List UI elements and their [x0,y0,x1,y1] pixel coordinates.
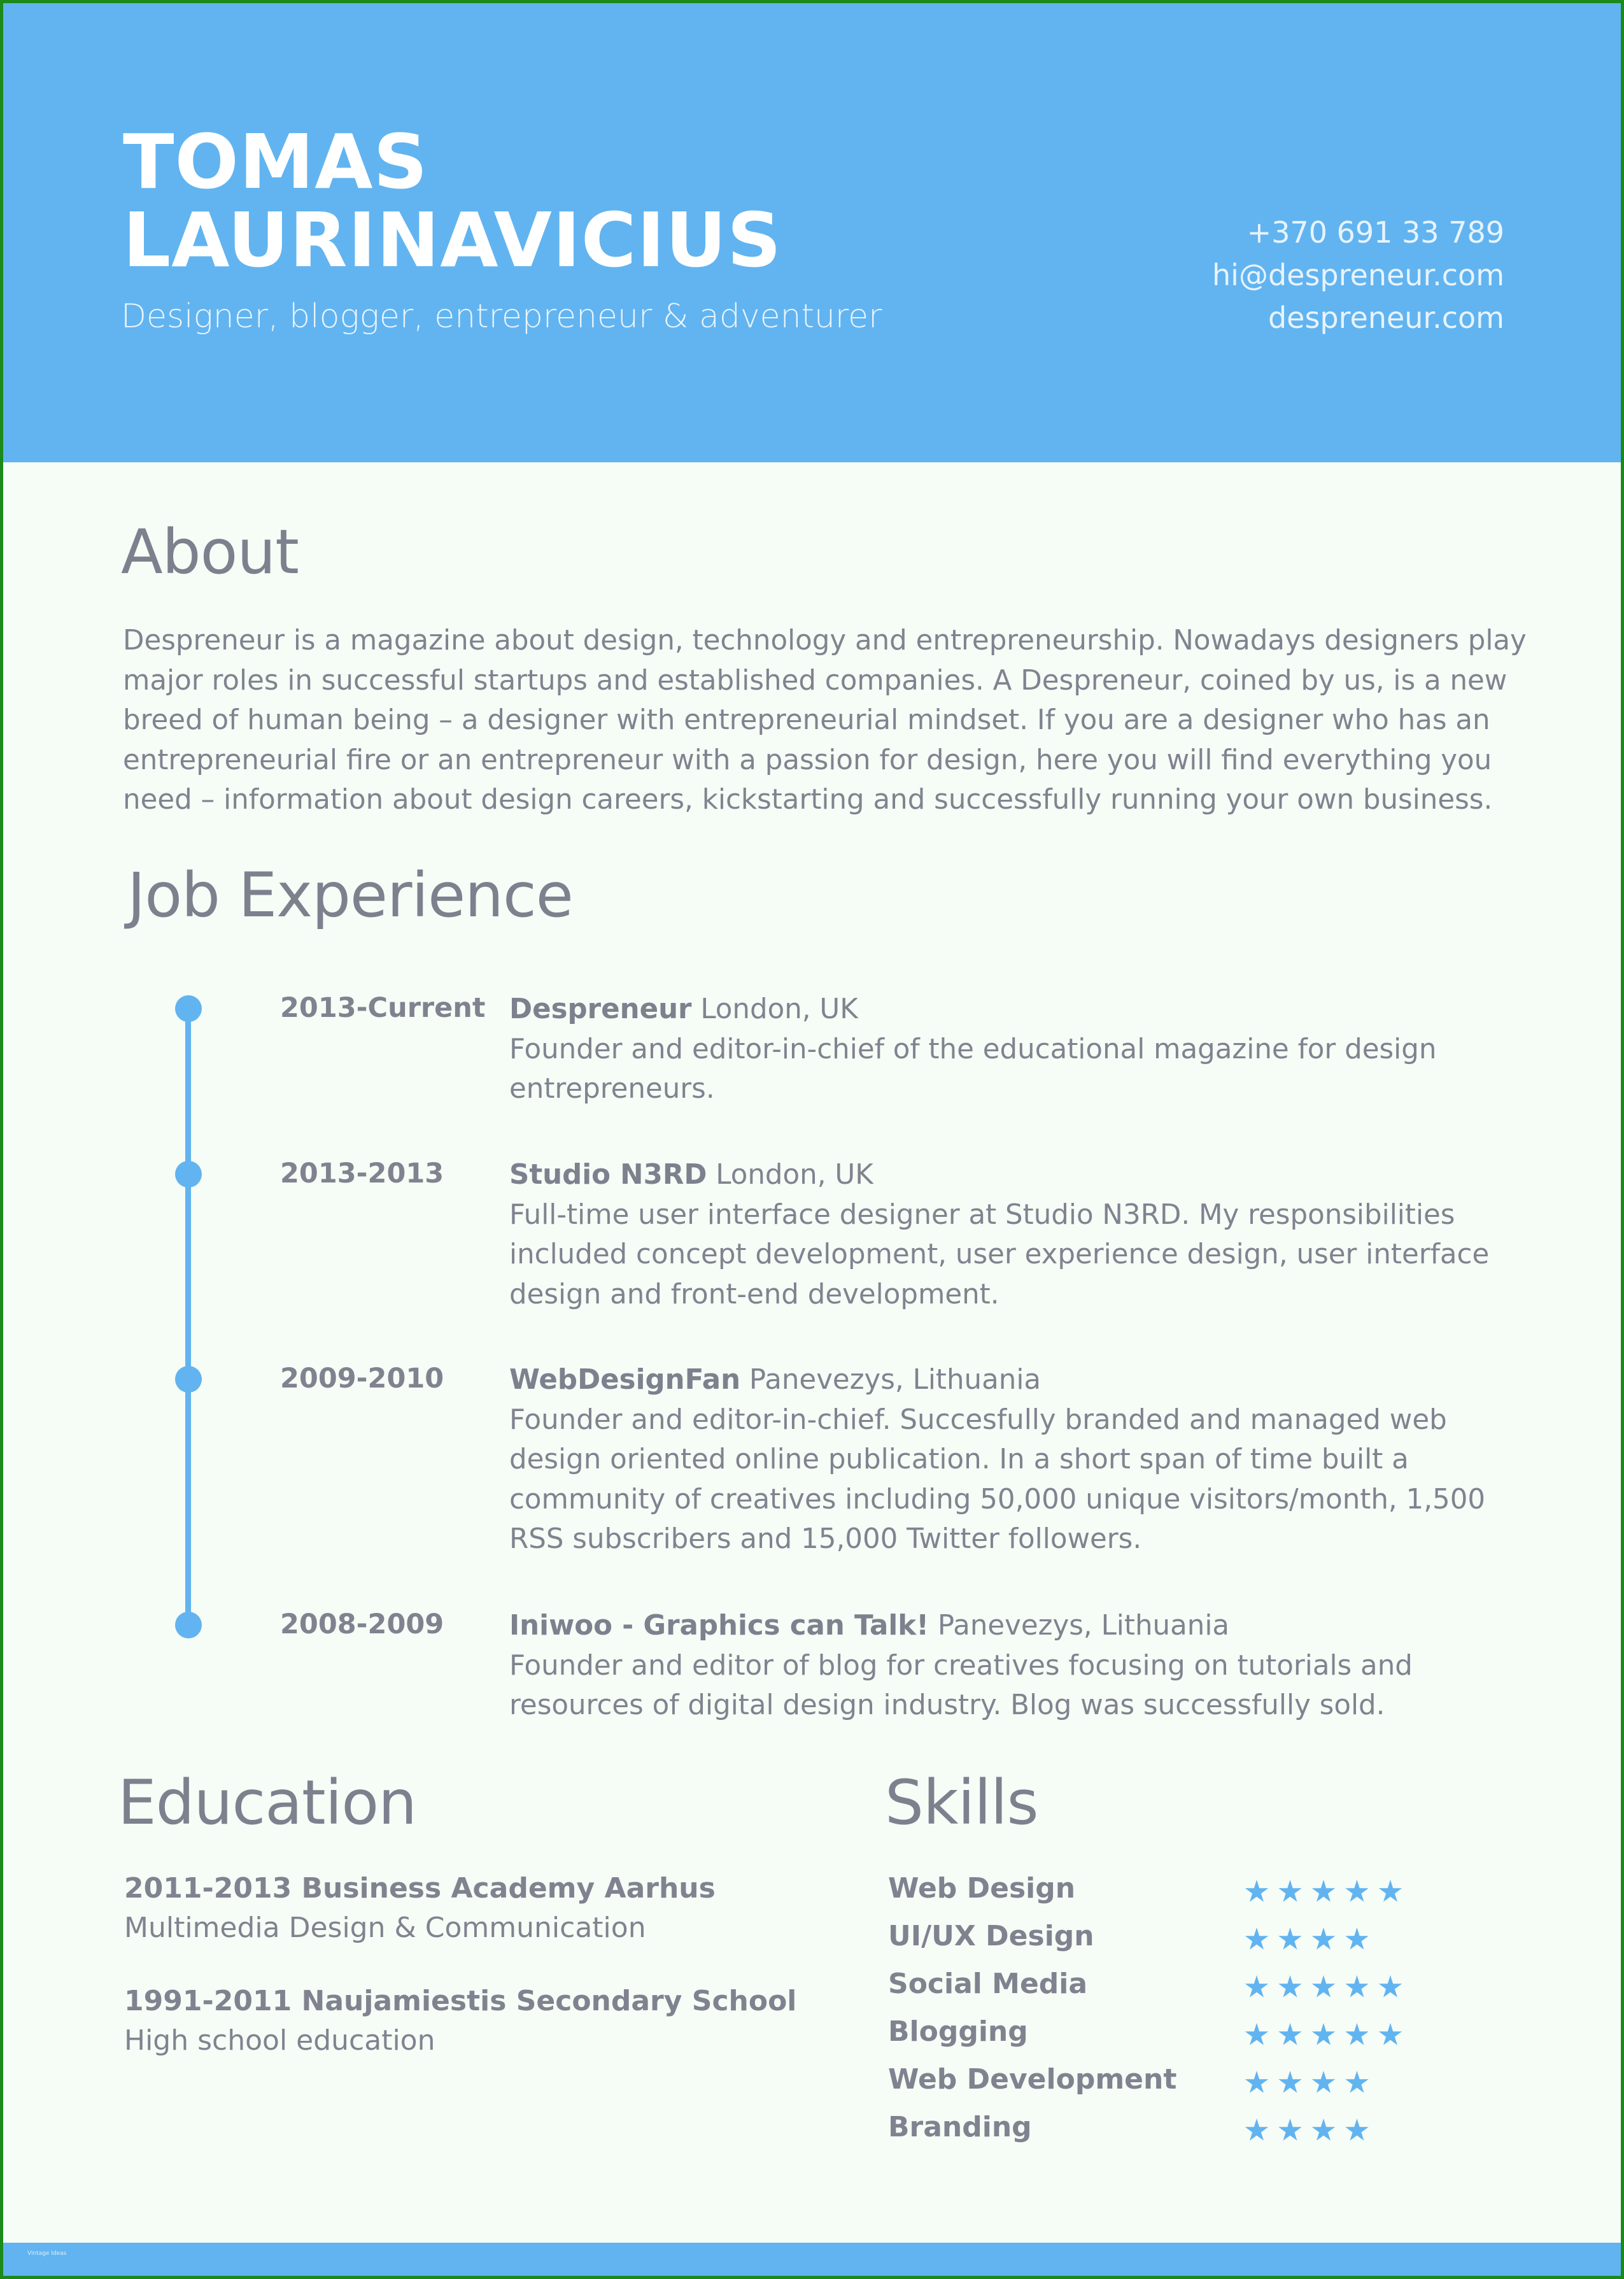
skills-title: Skills [885,1767,1038,1838]
star-icon [1245,1880,1269,1904]
job-date: 2009-2010 [280,1363,444,1395]
job-date: 2013-2013 [280,1158,444,1189]
job-location: London, UK [691,993,858,1025]
job-company: WebDesignFan [509,1364,741,1396]
phone-number: +370 691 33 789 [1246,215,1504,250]
skill-name: Social Media [888,1968,1088,2000]
skill-name: UI/UX Design [888,1920,1094,1952]
first-name: TOMAS [123,118,428,206]
star-icon [1311,1880,1336,1904]
skill-name: Web Design [888,1872,1076,1905]
star-icon [1278,2119,1303,2143]
star-icon [1245,2119,1269,2143]
star-icon [1245,1928,1269,1952]
education-subtitle: High school education [124,2024,435,2057]
timeline-dot [175,1161,202,1188]
job-description: Founder and editor-in-chief. Succesfully branded and managed web design oriented online publication. In a short span of time built a community of creatives including 50,000 unique visitors/month, 1,500 RSS subscribers and 15,000 Twitter followers. [509,1403,1486,1555]
skill-name: Web Development [888,2063,1177,2096]
resume-page [3,3,1621,2276]
star-icon [1278,1928,1303,1952]
star-icon [1345,1975,1369,1999]
star-icon [1245,2071,1269,2095]
star-icon [1278,2071,1303,2095]
star-icon [1345,2023,1369,2047]
website-link[interactable]: despreneur.com [1267,301,1504,335]
star-icon [1311,2119,1336,2143]
education-title: Education [118,1767,416,1838]
star-icon [1345,1928,1369,1952]
email-link[interactable]: hi@despreneur.com [1212,258,1504,292]
timeline-dot [175,995,202,1022]
star-icon [1245,1975,1269,1999]
timeline-dot [175,1366,202,1393]
about-title: About [121,516,299,588]
star-icon [1311,1975,1336,1999]
footer-text: Vintage Ideas [27,2250,67,2257]
job-location: Panevezys, Lithuania [740,1364,1041,1396]
job-description: Founder and editor-in-chief of the educational magazine for design entrepreneurs. [509,1033,1437,1105]
tagline: Designer, blogger, entrepreneur & adventurer [121,297,882,336]
education-heading: 1991-2011 Naujamiestis Secondary School [124,1985,797,2017]
job-description: Founder and editor of blog for creatives focusing on tutorials and resources of digital design industry. Blog was successfully sold. [509,1649,1413,1721]
star-icon [1378,2023,1402,2047]
star-icon [1278,2023,1303,2047]
last-name: LAURINAVICIUS [123,196,782,284]
star-icon [1378,1880,1402,1904]
star-icon [1278,1975,1303,1999]
header-banner [3,3,1621,462]
star-icon [1345,2071,1369,2095]
job-date: 2008-2009 [280,1608,444,1640]
job-entry [509,1606,1502,1726]
job-entry [509,990,1502,1109]
experience-title: Job Experience [127,860,573,931]
job-company: Despreneur [509,993,692,1025]
education-subtitle: Multimedia Design & Communication [124,1912,646,1944]
job-entry [509,1155,1502,1314]
skill-name: Branding [888,2111,1032,2143]
job-location: London, UK [707,1159,873,1191]
job-location: Panevezys, Lithuania [929,1610,1230,1642]
star-icon [1311,2023,1336,2047]
about-text: Despreneur is a magazine about design, technology and entrepreneurship. Nowadays designers play major roles in successful startups and established companies. A Despreneur, coined by us, is a new breed of human being – a designer with entrepreneurial mindset. If you are a designer who has an entrepreneurial fire or an entrepreneur with a passion for design, here you will find everything you need – information about design careers, kickstarting and successfully running your own business. [123,625,1527,816]
footer-bar [3,2243,1621,2276]
star-icon [1311,1928,1336,1952]
star-icon [1245,2023,1269,2047]
star-icon [1378,1975,1402,1999]
education-heading: 2011-2013 Business Academy Aarhus [124,1872,716,1905]
star-icon [1345,2119,1369,2143]
star-icon [1311,2071,1336,2095]
skill-name: Blogging [888,2015,1028,2048]
job-description: Full-time user interface designer at Studio N3RD. My responsibilities included concept development, user experience design, user interface design and front-end development. [509,1198,1490,1310]
star-icon [1345,1880,1369,1904]
job-company: Studio N3RD [509,1159,707,1191]
job-entry [509,1360,1502,1559]
job-date: 2013-Current [280,992,486,1024]
job-company: Iniwoo - Graphics can Talk! [509,1610,929,1642]
star-icon [1278,1880,1303,1904]
timeline-line [185,1009,191,1627]
timeline-dot [175,1612,202,1638]
